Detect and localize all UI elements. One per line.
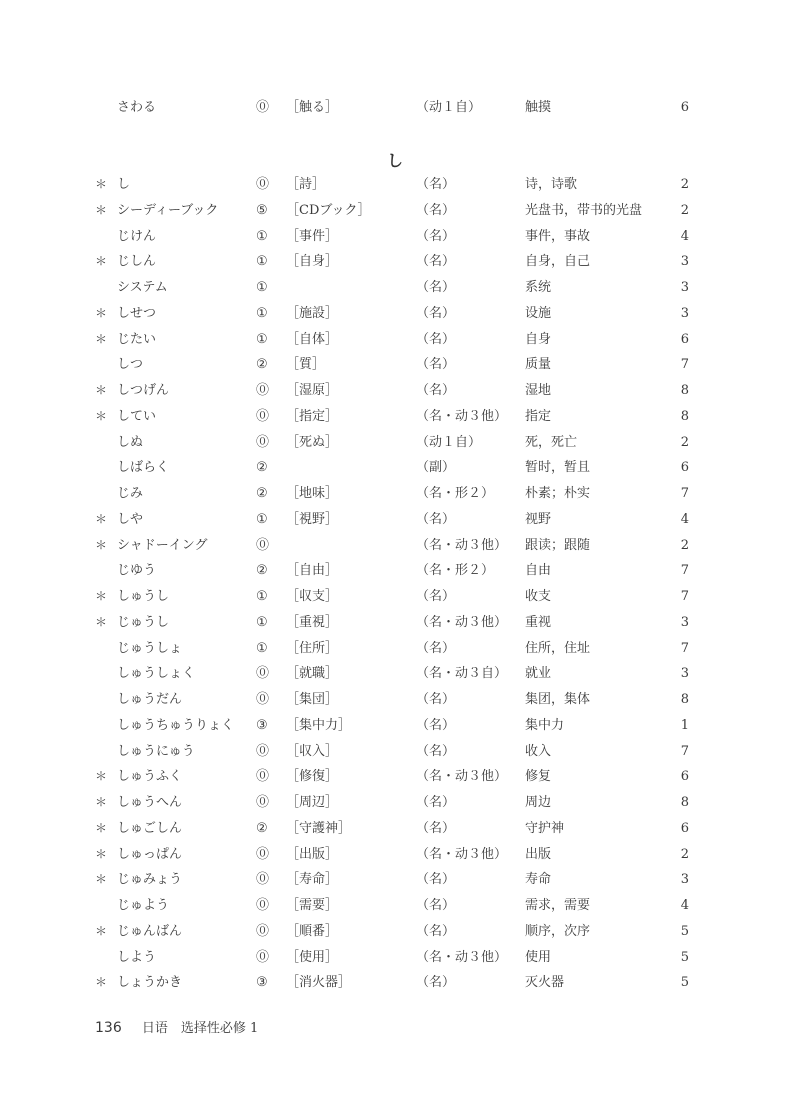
lesson-number: 7 <box>680 357 689 373</box>
kanji-form: ［触る］ <box>286 100 339 115</box>
kana-reading: じゅみょう <box>117 872 183 888</box>
kana-reading: しゅうへん <box>117 795 183 810</box>
part-of-speech: （名・动３他） <box>416 846 508 862</box>
kanji-form: ［順番］ <box>286 923 339 939</box>
lesson-number: 3 <box>680 305 689 321</box>
part-of-speech: （名・动３他） <box>416 537 508 553</box>
chinese-meaning: 死，死亡 <box>525 434 578 450</box>
lesson-number: 6 <box>680 769 689 785</box>
part-of-speech: （名・动３他） <box>416 408 508 424</box>
vocab-entry <box>0 172 800 198</box>
accent-mark: ⓪ <box>256 743 270 759</box>
accent-mark: ⓪ <box>256 898 270 913</box>
kanji-form: ［守護神］ <box>286 820 352 836</box>
kanji-form: ［視野］ <box>286 511 339 527</box>
chinese-meaning: 集团，集体 <box>525 692 591 707</box>
accent-mark: ⓪ <box>256 949 270 965</box>
chinese-meaning: 湿地 <box>525 383 552 398</box>
kana-reading: しゅうふく <box>117 769 183 785</box>
vocab-entry <box>0 893 800 919</box>
accent-mark: ⓪ <box>256 383 270 398</box>
vocab-entry <box>0 842 800 868</box>
lesson-number: 5 <box>680 923 689 939</box>
vocab-entry <box>0 636 800 662</box>
new-word-marker: ＊ <box>95 177 108 191</box>
accent-mark: ① <box>256 589 268 604</box>
kana-reading: シーディーブック <box>117 202 219 218</box>
vocab-entry <box>0 584 800 610</box>
chinese-meaning: 指定 <box>525 408 552 424</box>
kana-reading: しゅうしょく <box>117 666 196 682</box>
accent-mark: ① <box>256 511 268 527</box>
part-of-speech: （名） <box>416 228 456 244</box>
kana-reading: じゅんばん <box>117 923 183 939</box>
new-word-marker: ＊ <box>95 923 108 938</box>
lesson-number: 7 <box>680 563 689 579</box>
part-of-speech: （名） <box>416 717 456 733</box>
vocab-entry <box>0 816 800 842</box>
book-title: 日语 选择性必修 1 <box>141 1021 259 1036</box>
part-of-speech: （名） <box>416 640 456 656</box>
kanji-form: ［周辺］ <box>286 795 339 810</box>
kana-reading: じみ <box>117 486 144 501</box>
accent-mark: ② <box>256 820 268 836</box>
part-of-speech: （名・动３他） <box>416 769 508 785</box>
lesson-number: 3 <box>680 872 689 888</box>
part-of-speech: （名・形２） <box>416 563 495 579</box>
part-of-speech: （名・动３自） <box>416 666 508 682</box>
chinese-meaning: 出版 <box>525 846 552 862</box>
accent-mark: ⓪ <box>256 434 270 450</box>
kanji-form: ［CDブック］ <box>286 202 371 218</box>
chinese-meaning: 跟读；跟随 <box>525 537 591 553</box>
part-of-speech: （名） <box>416 820 456 836</box>
new-word-marker: ＊ <box>95 769 108 784</box>
lesson-number: 7 <box>680 589 689 604</box>
accent-mark: ① <box>256 228 268 244</box>
kana-reading: じゅうし <box>117 614 170 630</box>
kana-reading: さわる <box>117 100 157 115</box>
part-of-speech: （名） <box>416 305 456 321</box>
lesson-number: 8 <box>680 408 689 424</box>
chinese-meaning: 修复 <box>525 769 552 785</box>
part-of-speech: （名） <box>416 177 456 192</box>
accent-mark: ⓪ <box>256 692 270 707</box>
part-of-speech: （名） <box>416 589 456 604</box>
kanji-form: ［詩］ <box>286 177 326 192</box>
lesson-number: 6 <box>680 460 689 476</box>
vocab-entry <box>0 713 800 739</box>
kanji-form: ［住所］ <box>286 640 339 656</box>
accent-mark: ② <box>256 460 268 476</box>
kanji-form: ［寿命］ <box>286 872 339 888</box>
new-word-marker: ＊ <box>95 846 108 861</box>
new-word-marker: ＊ <box>95 511 108 526</box>
lesson-number: 7 <box>680 486 689 501</box>
kanji-form: ［質］ <box>286 357 326 373</box>
kana-reading: しゅっぱん <box>117 846 183 862</box>
chinese-meaning: 触摸 <box>525 100 552 115</box>
part-of-speech: （动１自） <box>416 434 482 450</box>
kana-reading: しつげん <box>117 383 170 398</box>
vocab-entry <box>0 198 800 224</box>
section-heading: し <box>386 151 403 170</box>
accent-mark: ① <box>256 331 268 347</box>
part-of-speech: （名） <box>416 795 456 810</box>
vocab-entry <box>0 404 800 430</box>
lesson-number: 8 <box>680 795 689 810</box>
new-word-marker: ＊ <box>95 872 108 887</box>
new-word-marker: ＊ <box>95 408 108 423</box>
lesson-number: 6 <box>680 820 689 836</box>
lesson-number: 2 <box>680 846 689 862</box>
accent-mark: ① <box>256 254 268 270</box>
chinese-meaning: 寿命 <box>525 872 552 888</box>
kana-reading: しゅうだん <box>117 692 183 707</box>
kanji-form: ［施設］ <box>286 305 339 321</box>
new-word-marker: ＊ <box>95 383 108 397</box>
lesson-number: 5 <box>680 949 689 965</box>
kana-reading: じけん <box>117 228 157 244</box>
page-number: 136 <box>95 1020 122 1036</box>
kanji-form: ［集団］ <box>286 692 339 707</box>
vocab-entry <box>0 764 800 790</box>
chinese-meaning: 使用 <box>525 949 552 965</box>
lesson-number: 5 <box>680 975 689 991</box>
lesson-number: 2 <box>680 202 689 218</box>
kana-reading: しせつ <box>117 305 157 321</box>
part-of-speech: （名） <box>416 331 456 347</box>
part-of-speech: （名・动３他） <box>416 614 508 630</box>
part-of-speech: （名・动３他） <box>416 949 508 965</box>
chinese-meaning: 光盘书，带书的光盘 <box>525 202 643 218</box>
chinese-meaning: 周边 <box>525 795 552 810</box>
kanji-form: ［使用］ <box>286 949 339 965</box>
chinese-meaning: 顺序，次序 <box>525 923 591 939</box>
vocab-entry <box>0 867 800 893</box>
lesson-number: 3 <box>680 254 689 270</box>
kana-reading: じゅうしょ <box>117 640 183 656</box>
chinese-meaning: 集中力 <box>525 717 565 733</box>
chinese-meaning: 就业 <box>525 666 552 682</box>
chinese-meaning: 事件，事故 <box>525 228 591 244</box>
kana-reading: じたい <box>117 331 157 347</box>
lesson-number: 8 <box>680 692 689 707</box>
kana-reading: しょうかき <box>117 975 183 991</box>
kana-reading: しよう <box>117 949 157 965</box>
accent-mark: ② <box>256 357 268 373</box>
part-of-speech: （名） <box>416 975 456 991</box>
kana-reading: しゅうちゅうりょく <box>117 717 235 733</box>
vocab-entry <box>0 224 800 250</box>
chinese-meaning: 灭火器 <box>525 975 565 991</box>
lesson-number: 7 <box>680 640 689 656</box>
accent-mark: ② <box>256 563 268 579</box>
accent-mark: ⓪ <box>256 923 270 939</box>
part-of-speech: （名） <box>416 202 456 218</box>
accent-mark: ① <box>256 305 268 321</box>
lesson-number: 2 <box>680 177 689 192</box>
vocab-entry <box>0 275 800 301</box>
kana-reading: しぬ <box>117 434 144 450</box>
accent-mark: ⓪ <box>256 795 270 810</box>
new-word-marker: ＊ <box>95 589 108 603</box>
kanji-form: ［就職］ <box>286 666 339 682</box>
kanji-form: ［死ぬ］ <box>286 434 339 450</box>
accent-mark: ⓪ <box>256 846 270 862</box>
kanji-form: ［収入］ <box>286 743 339 759</box>
chinese-meaning: 诗，诗歌 <box>525 177 578 192</box>
kanji-form: ［修復］ <box>286 769 339 785</box>
vocab-entry <box>0 970 800 996</box>
new-word-marker: ＊ <box>95 795 108 809</box>
part-of-speech: （名） <box>416 280 456 295</box>
chinese-meaning: 自身，自己 <box>525 254 591 270</box>
kanji-form: ［重視］ <box>286 614 339 630</box>
vocab-entry <box>0 739 800 765</box>
vocab-entry <box>0 558 800 584</box>
accent-mark: ⓪ <box>256 769 270 785</box>
kanji-form: ［自身］ <box>286 254 339 270</box>
chinese-meaning: 自由 <box>525 563 552 579</box>
part-of-speech: （名） <box>416 872 456 888</box>
chinese-meaning: 收支 <box>525 589 552 604</box>
kanji-form: ［需要］ <box>286 898 339 913</box>
lesson-number: 6 <box>680 331 689 347</box>
kana-reading: し <box>117 177 131 192</box>
kanji-form: ［事件］ <box>286 228 339 244</box>
new-word-marker: ＊ <box>95 537 108 552</box>
new-word-marker: ＊ <box>95 202 108 217</box>
chinese-meaning: 收入 <box>525 743 552 759</box>
chinese-meaning: 视野 <box>525 511 552 527</box>
kanji-form: ［自由］ <box>286 563 339 579</box>
new-word-marker: ＊ <box>95 305 108 320</box>
accent-mark: ① <box>256 614 268 630</box>
lesson-number: 4 <box>680 511 689 527</box>
vocab-entry <box>0 945 800 971</box>
lesson-number: 7 <box>680 743 689 759</box>
lesson-number: 3 <box>680 280 689 295</box>
kana-reading: シャドーイング <box>117 537 208 553</box>
accent-mark: ⓪ <box>256 100 270 115</box>
accent-mark: ⓪ <box>256 408 270 424</box>
part-of-speech: （名） <box>416 743 456 759</box>
vocab-entry <box>0 610 800 636</box>
lesson-number: 4 <box>680 228 689 244</box>
part-of-speech: （名） <box>416 692 456 707</box>
kana-reading: じゆう <box>117 563 157 579</box>
vocab-entry <box>0 352 800 378</box>
chinese-meaning: 守护神 <box>525 820 565 836</box>
vocab-entry <box>0 249 800 275</box>
kana-reading: しゅうにゅう <box>117 743 195 759</box>
chinese-meaning: 系统 <box>525 280 552 295</box>
vocab-entry <box>0 790 800 816</box>
chinese-meaning: 质量 <box>525 357 552 373</box>
kanji-form: ［湿原］ <box>286 383 339 398</box>
chinese-meaning: 住所，住址 <box>525 640 591 656</box>
vocab-entry <box>0 481 800 507</box>
kana-reading: じしん <box>117 254 157 270</box>
accent-mark: ⑤ <box>256 202 268 218</box>
vocab-entry <box>0 507 800 533</box>
kana-reading: しや <box>117 511 144 527</box>
kana-reading: しゅうし <box>117 589 170 604</box>
accent-mark: ③ <box>256 975 268 991</box>
vocab-entry <box>0 661 800 687</box>
vocab-entry <box>0 455 800 481</box>
lesson-number: 2 <box>680 434 689 450</box>
kana-reading: しつ <box>117 357 144 373</box>
accent-mark: ⓪ <box>256 537 270 553</box>
part-of-speech: （副） <box>416 460 456 476</box>
vocab-entry <box>0 327 800 353</box>
kanji-form: ［集中力］ <box>286 717 352 733</box>
new-word-marker: ＊ <box>95 614 108 629</box>
new-word-marker: ＊ <box>95 820 108 835</box>
accent-mark: ③ <box>256 717 268 733</box>
part-of-speech: （名） <box>416 511 456 527</box>
accent-mark: ⓪ <box>256 872 270 888</box>
accent-mark: ① <box>256 640 268 656</box>
chinese-meaning: 重视 <box>525 614 552 630</box>
accent-mark: ① <box>256 280 268 295</box>
lesson-number: 2 <box>680 537 689 553</box>
chinese-meaning: 朴素；朴实 <box>525 486 591 501</box>
lesson-number: 4 <box>680 898 689 913</box>
accent-mark: ⓪ <box>256 666 270 682</box>
vocab-entry <box>0 378 800 404</box>
new-word-marker: ＊ <box>95 331 108 346</box>
kanji-form: ［地味］ <box>286 486 339 501</box>
lesson-number: 3 <box>680 666 689 682</box>
chinese-meaning: 自身 <box>525 331 552 347</box>
kana-reading: してい <box>117 408 157 424</box>
kanji-form: ［消火器］ <box>286 975 352 991</box>
lesson-number: 8 <box>680 383 689 398</box>
chinese-meaning: 需求，需要 <box>525 898 591 913</box>
part-of-speech: （名） <box>416 357 456 373</box>
vocab-entry <box>0 919 800 945</box>
vocab-entry <box>0 430 800 456</box>
part-of-speech: （名・形２） <box>416 486 495 501</box>
lesson-number: 1 <box>680 717 689 733</box>
vocab-entry <box>0 301 800 327</box>
part-of-speech: （名） <box>416 383 456 398</box>
kanji-form: ［出版］ <box>286 846 339 862</box>
accent-mark: ⓪ <box>256 177 270 192</box>
part-of-speech: （动１自） <box>416 100 482 115</box>
lesson-number: 6 <box>680 100 689 115</box>
accent-mark: ② <box>256 486 268 501</box>
kana-reading: しばらく <box>117 460 170 476</box>
part-of-speech: （名） <box>416 898 456 913</box>
kanji-form: ［収支］ <box>286 589 339 604</box>
new-word-marker: ＊ <box>95 975 108 990</box>
part-of-speech: （名） <box>416 923 456 939</box>
vocab-entry <box>0 687 800 713</box>
page-footer <box>95 1016 258 1040</box>
lesson-number: 3 <box>680 614 689 630</box>
part-of-speech: （名） <box>416 254 456 270</box>
vocab-entry <box>0 533 800 559</box>
chinese-meaning: 暂时，暂且 <box>525 460 591 476</box>
vocab-entry <box>0 95 800 121</box>
kana-reading: じゅよう <box>117 898 170 913</box>
kanji-form: ［自体］ <box>286 331 339 347</box>
chinese-meaning: 设施 <box>525 305 552 321</box>
kana-reading: しゅごしん <box>117 820 183 836</box>
kanji-form: ［指定］ <box>286 408 339 424</box>
kana-reading: システム <box>117 280 168 295</box>
new-word-marker: ＊ <box>95 254 108 269</box>
